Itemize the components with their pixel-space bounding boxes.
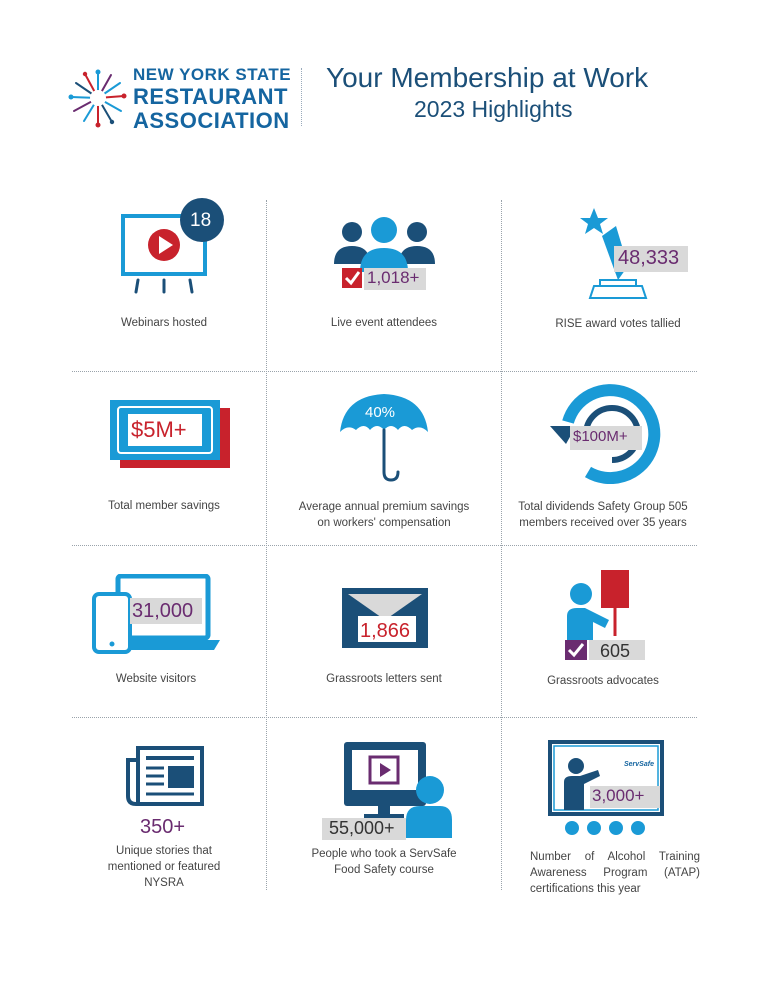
rise-votes-value: 48,333 xyxy=(618,247,680,269)
member-savings-label: Total member savings xyxy=(108,500,220,512)
logo-line-2: RESTAURANT xyxy=(133,84,288,109)
header xyxy=(0,0,768,150)
stories-value: 350+ xyxy=(140,816,186,838)
premium-savings-label-line2: on workers' compensation xyxy=(317,517,451,529)
dividends-label xyxy=(488,499,718,531)
website-visitors-value: 31,000 xyxy=(132,600,194,622)
stories-label-line2: mentioned or featured xyxy=(107,861,221,873)
advocates-value: 605 xyxy=(600,641,631,661)
servsafe-badge: ServSafe xyxy=(624,761,654,768)
servsafe-course-label-line1: People who took a ServSafe xyxy=(311,848,457,860)
stories-label-line3: NYSRA xyxy=(144,877,184,889)
atap-value: 3,000+ xyxy=(592,786,645,805)
webinars-value: 18 xyxy=(190,210,212,231)
grid-divider-horizontal xyxy=(72,371,697,372)
logo-line-3: ASSOCIATION xyxy=(133,108,290,133)
dividends-label-line2: members received over 35 years xyxy=(519,517,687,529)
dividends-value: $100M+ xyxy=(573,428,628,445)
letters-value: 1,866 xyxy=(360,620,411,642)
servsafe-course-label xyxy=(269,846,499,878)
servsafe-course-label-line2: Food Safety course xyxy=(334,864,434,876)
premium-savings-value: 40% xyxy=(365,404,396,421)
stories-label xyxy=(49,843,279,891)
servsafe-course-value: 55,000+ xyxy=(329,818,395,838)
logo-line-1: NEW YORK STATE xyxy=(133,65,292,84)
grid-divider-horizontal xyxy=(72,717,697,718)
dividends-label-line1: Total dividends Safety Group 505 xyxy=(518,501,688,513)
attendees-label: Live event attendees xyxy=(330,317,438,329)
grid-divider-horizontal xyxy=(72,545,697,546)
atap-label: Number of Alcohol Training Awareness Program (ATAP) certifications this year xyxy=(530,851,700,895)
page-title: Your Membership at Work xyxy=(326,62,649,93)
attendees-value: 1,018+ xyxy=(367,268,420,287)
premium-savings-label xyxy=(269,499,499,531)
letters-label: Grassroots letters sent xyxy=(326,673,442,685)
rise-votes-label: RISE award votes tallied xyxy=(555,318,681,330)
stories-label-line1: Unique stories that xyxy=(116,845,212,857)
logo-wordmark xyxy=(133,66,291,132)
website-visitors-label: Website visitors xyxy=(115,673,197,685)
page-subtitle: 2023 Highlights xyxy=(414,96,573,122)
premium-savings-label-line1: Average annual premium savings xyxy=(298,501,470,513)
webinars-label: Webinars hosted xyxy=(120,317,208,329)
newspaper-icon xyxy=(124,746,204,806)
member-savings-value: $5M+ xyxy=(131,417,187,442)
advocates-label: Grassroots advocates xyxy=(547,675,659,687)
starburst-logo-icon xyxy=(68,68,128,128)
header-divider xyxy=(301,68,302,126)
